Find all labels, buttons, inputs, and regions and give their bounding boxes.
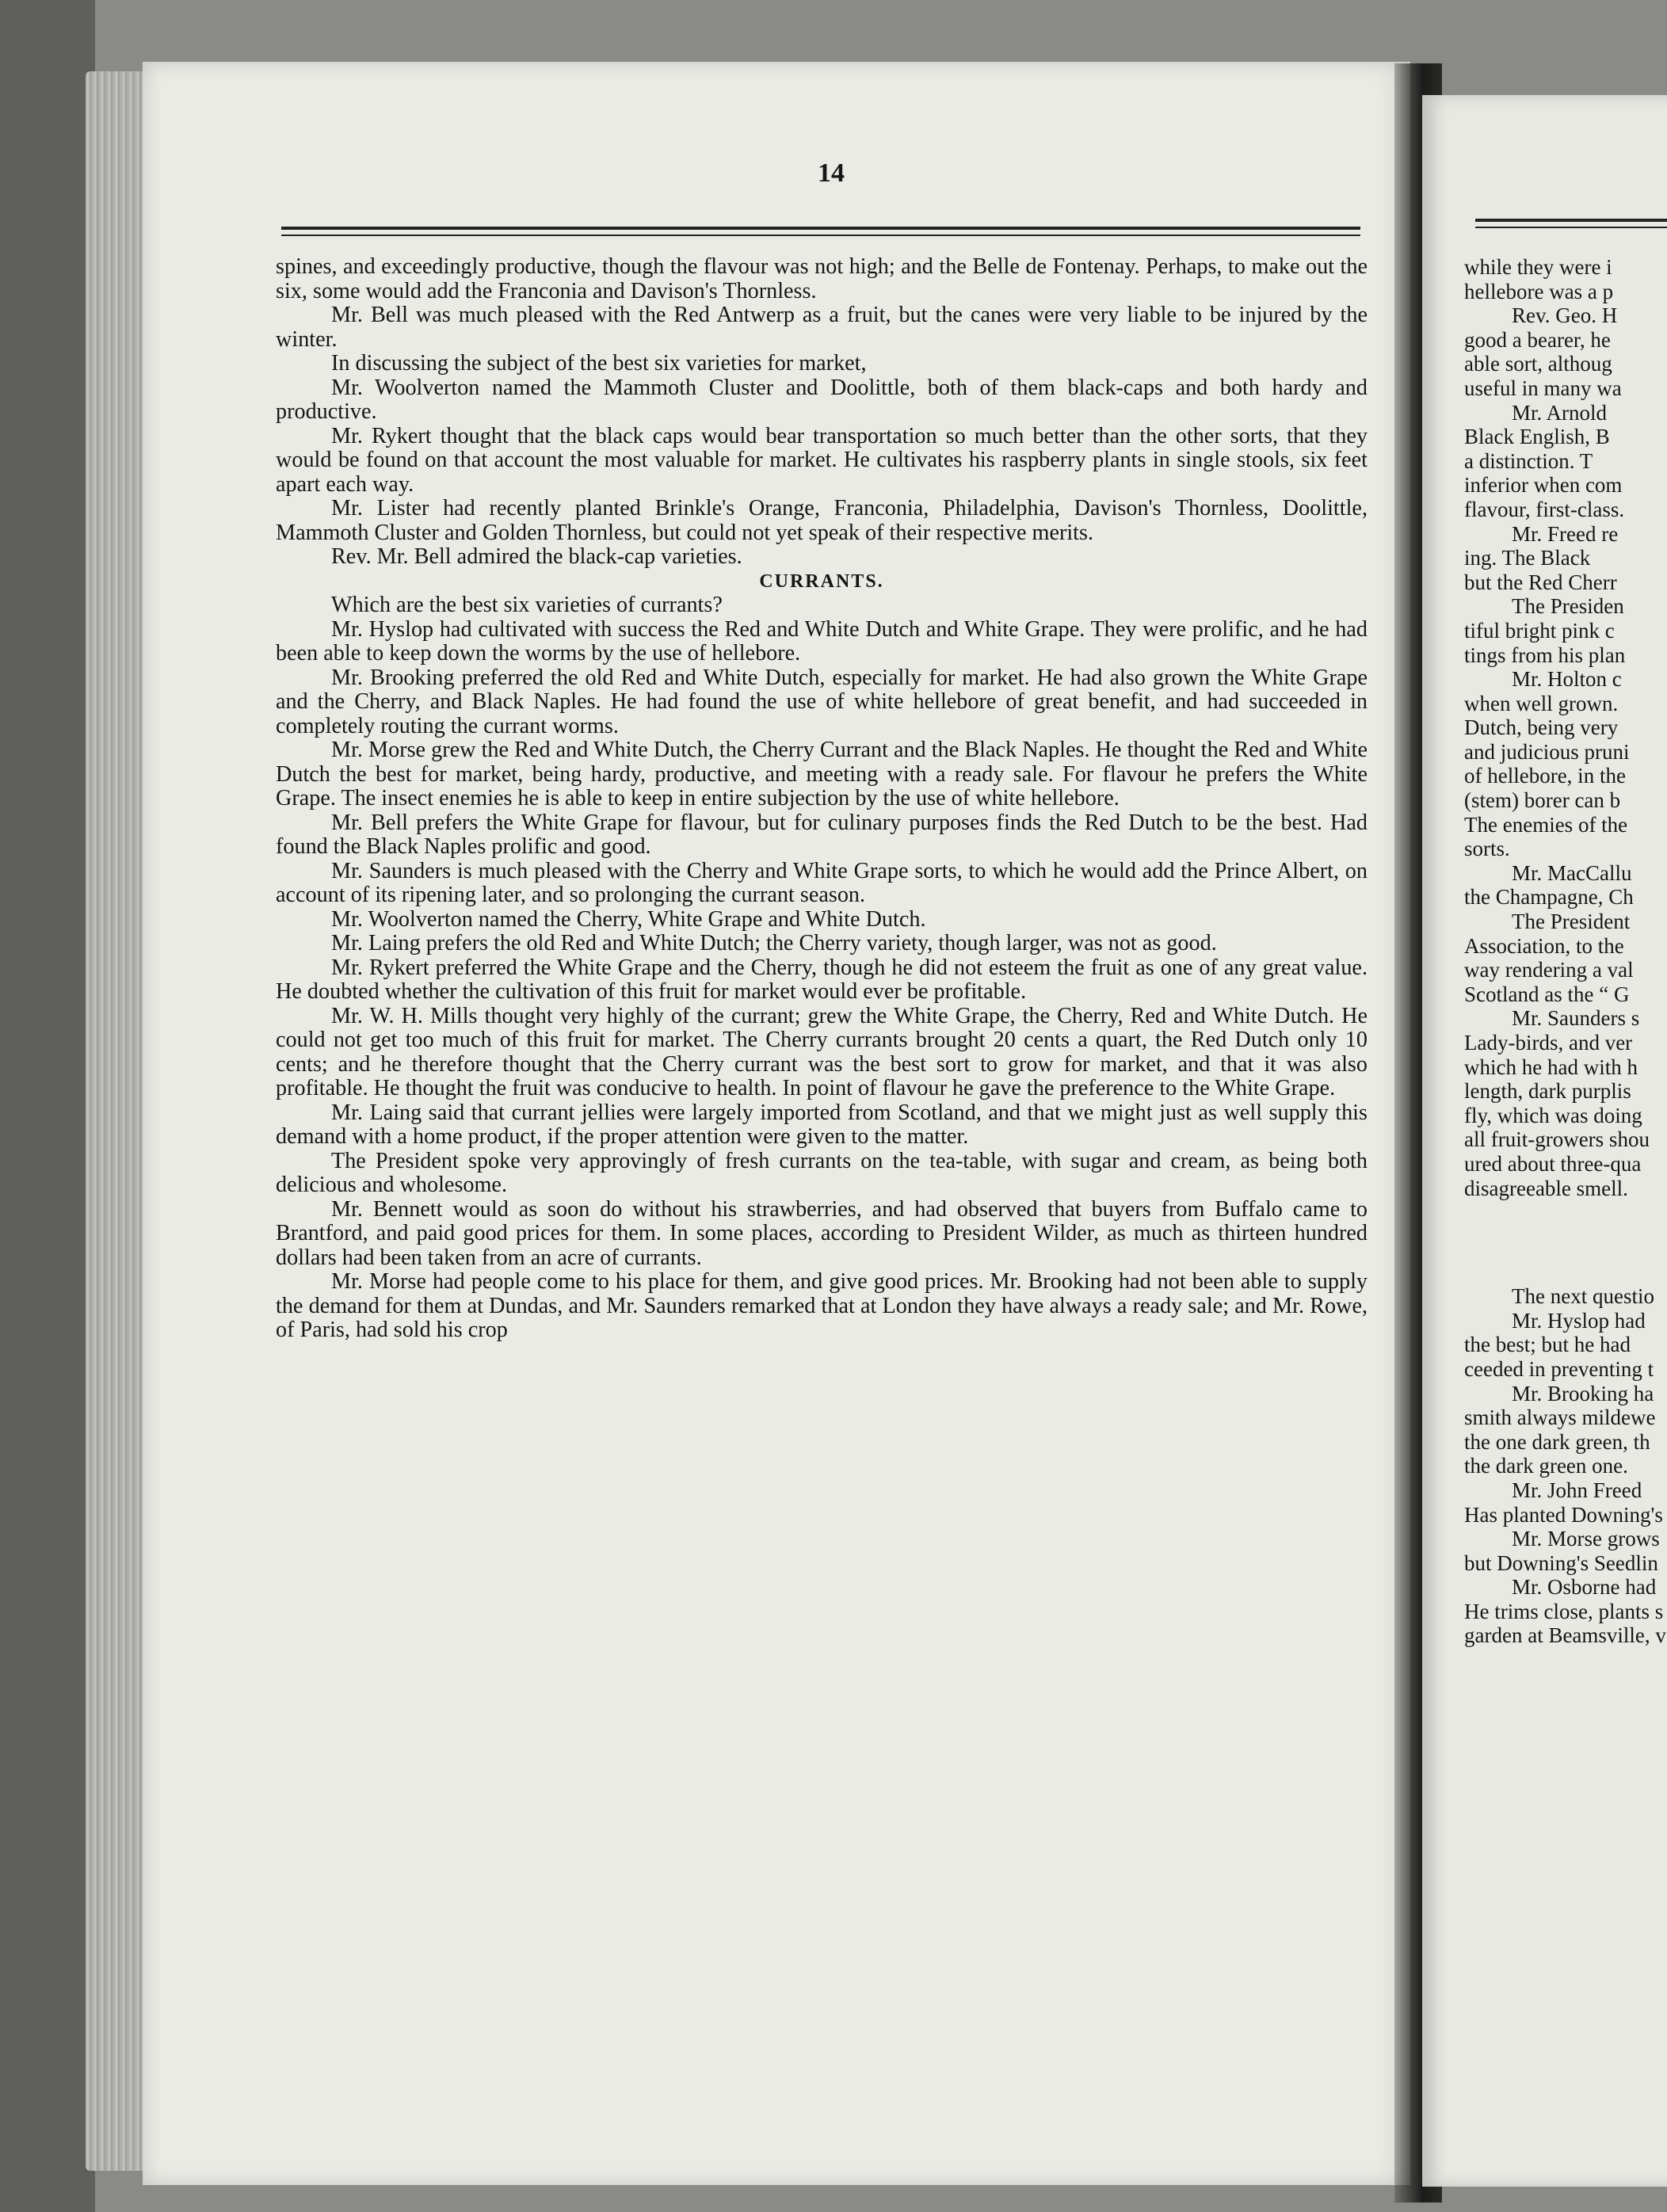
facing-line: (stem) borer can b [1464,788,1621,813]
facing-line: Mr. Freed re [1512,521,1619,546]
facing-line: Mr. Morse grows [1512,1527,1660,1551]
facing-line: Black English, B [1464,425,1610,449]
paragraph: Rev. Mr. Bell admired the black-cap varieties. [331,544,742,569]
header-rule-thin [281,235,1360,236]
facing-line: smith always mildewe [1464,1405,1656,1430]
facing-line: all fruit-growers shou [1464,1127,1650,1152]
facing-line: Dutch, being very [1464,715,1619,740]
facing-page-body [1464,255,1667,1648]
paragraph: Mr. Morse had people come to his place for them, and give good prices. Mr. Brooking had not been able to supply the demand for them at Dundas, and Mr. Saunders remarked that at London they have always a ready sale; and Mr. Rowe, of Paris, had sold his crop [276,1269,1368,1342]
paragraph: Mr. Woolverton named the Cherry, White Grape and White Dutch. [331,906,926,932]
facing-line: ceeded in preventing t [1464,1356,1654,1381]
facing-line: good a bearer, he [1464,327,1611,352]
facing-line: which he had with h [1464,1055,1638,1079]
paragraph: Mr. Brooking preferred the old Red and White Dutch, especially for market. He had also grown the White Grape and the Cherry, and Black Naples. He had found the use of white hellebore of great benefit, and had succeeded in completely routing the currant worms. [276,665,1368,738]
facing-line: The Presiden [1512,594,1624,619]
paragraph: Which are the best six varieties of currants? [331,593,723,617]
facing-line: the one dark green, th [1464,1429,1650,1454]
page-edges [86,71,149,2171]
facing-line: Mr. Osborne had [1512,1575,1657,1600]
facing-line: but the Red Cherr [1464,570,1617,594]
facing-gap [1464,1200,1667,1284]
facing-line: but Downing's Seedlin [1464,1550,1658,1575]
paragraph: Mr. Rykert preferred the White Grape and the Cherry, though he did not esteem the fruit as one of any great value. He doubted whether the cultivation of this fruit for market would ever be profitable. [276,955,1368,1004]
paragraph: Mr. Bennett would as soon do without his strawberries, and had observed that buyers from Buffalo came to Brantford, and paid good prices for them. In some places, according to President Wilder, as much as thirteen hundred dollars had been taken from an acre of currants. [276,1196,1368,1270]
facing-line: disagreeable smell. [1464,1176,1628,1200]
facing-header-rule-thin [1475,227,1667,228]
facing-line: a distinction. T [1464,448,1593,473]
facing-line: the dark green one. [1464,1454,1628,1478]
facing-line: Rev. Geo. H [1512,303,1618,328]
facing-line: The next questio [1512,1284,1654,1309]
facing-line: garden at Beamsville, v [1464,1623,1666,1648]
facing-line: the best; but he had [1464,1333,1631,1357]
paragraph: spines, and exceedingly productive, though the flavour was not high; and the Belle de Fontenay. Perhaps, to make out the six, some would add the Franconia and Davison's Thornless. [276,254,1368,303]
facing-line: useful in many wa [1464,376,1622,400]
facing-line: Lady-birds, and ver [1464,1031,1633,1055]
facing-line: Association, to the [1464,933,1624,958]
facing-line: and judicious pruni [1464,739,1630,764]
facing-line: The President [1512,910,1631,934]
paragraph: Mr. Hyslop had cultivated with success the Red and White Dutch and White Grape. They were prolific, and he had been able to keep down the worms by the use of hellebore. [276,616,1368,666]
facing-line: way rendering a val [1464,958,1634,982]
facing-line: Mr. John Freed [1512,1478,1642,1502]
facing-line: able sort, althoug [1464,352,1612,376]
facing-line: ing. The Black [1464,546,1591,570]
facing-line: Mr. Brooking ha [1512,1381,1654,1405]
facing-header-rule [1475,219,1667,222]
facing-line: Scotland as the “ G [1464,982,1630,1006]
facing-line: tiful bright pink c [1464,618,1615,643]
header-rule [281,227,1360,230]
facing-line: Mr. Saunders s [1512,1006,1640,1031]
facing-line: Has planted Downing's [1464,1502,1663,1527]
facing-line: ured about three-qua [1464,1151,1642,1176]
facing-line: Mr. Arnold [1512,400,1608,425]
section-heading: CURRANTS. [759,570,884,592]
paragraph: Mr. Woolverton named the Mammoth Cluster and Doolittle, both of them black-caps and both hardy and productive. [276,375,1368,424]
facing-line: Mr. Hyslop had [1512,1308,1646,1333]
paragraph: Mr. Laing said that currant jellies were largely imported from Scotland, and that we might just as well supply this demand with a home product, if the proper attention were given to the matter. [276,1100,1368,1149]
facing-line: Mr. Holton c [1512,667,1622,692]
paragraph: Mr. Saunders is much pleased with the Cherry and White Grape sorts, to which he would add the Prince Albert, on account of its ripening later, and so prolonging the currant season. [276,858,1368,907]
paragraph: Mr. Bell prefers the White Grape for flavour, but for culinary purposes finds the Red Dutch to be the best. Had found the Black Naples prolific and good. [276,810,1368,859]
scan-background [0,0,95,2212]
paragraph: Mr. W. H. Mills thought very highly of the currant; grew the White Grape, the Cherry, Red and White Dutch. He could not get too much of this fruit for market. The Cherry currants brought 20 cents a quart, the Red Dutch only 10 cents; and he therefore thought that the Cherry currant was the best sort to grow for market, and that it was also profitable. He thought the fruit was conducive to health. In point of flavour he gave the preference to the White Grape. [276,1003,1368,1100]
facing-line: He trims close, plants s [1464,1599,1664,1623]
facing-line: while they were i [1464,255,1612,279]
facing-line: of hellebore, in the [1464,764,1626,788]
facing-line: tings from his plan [1464,643,1626,667]
facing-line: The enemies of the [1464,812,1628,837]
facing-line: fly, which was doing [1464,1103,1642,1127]
paragraph: In discussing the subject of the best six varieties for market, [331,351,867,376]
page-body [276,255,1368,1343]
page-number: 14 [818,158,845,188]
facing-line: sorts. [1464,837,1510,861]
facing-line: hellebore was a p [1464,279,1614,303]
paragraph: Mr. Morse grew the Red and White Dutch, the Cherry Currant and the Black Naples. He thought the Red and White Dutch the best for market, being hardy, productive, and meeting with a ready sale. For flavour he prefers the White Grape. The insect enemies he is able to keep in entire subjection by the use of white hellebore. [276,738,1368,810]
paragraph: The President spoke very approvingly of fresh currants on the tea-table, with sugar and cream, as being both delicious and wholesome. [276,1148,1368,1197]
facing-line: when well grown. [1464,691,1619,715]
facing-line: the Champagne, Ch [1464,885,1634,910]
facing-line: inferior when com [1464,473,1623,498]
paragraph: Mr. Rykert thought that the black caps would bear transportation so much better than the other sorts, that they would be found on that account the most valuable for market. He cultivates his raspberry plants in single stools, six feet apart each way. [276,423,1368,497]
paragraph: Mr. Laing prefers the old Red and White Dutch; the Cherry variety, though larger, was not as good. [331,931,1217,955]
facing-line: flavour, first-class. [1464,497,1625,521]
paragraph: Mr. Bell was much pleased with the Red Antwerp as a fruit, but the canes were very liable to be injured by the winter. [276,303,1368,352]
facing-line: length, dark purplis [1464,1079,1631,1104]
paragraph: Mr. Lister had recently planted Brinkle's Orange, Franconia, Philadelphia, Davison's Thornless, Doolittle, Mammoth Cluster and Golden Thornless, but could not yet speak of their respective merits. [276,496,1368,545]
facing-line: Mr. MacCallu [1512,860,1632,885]
